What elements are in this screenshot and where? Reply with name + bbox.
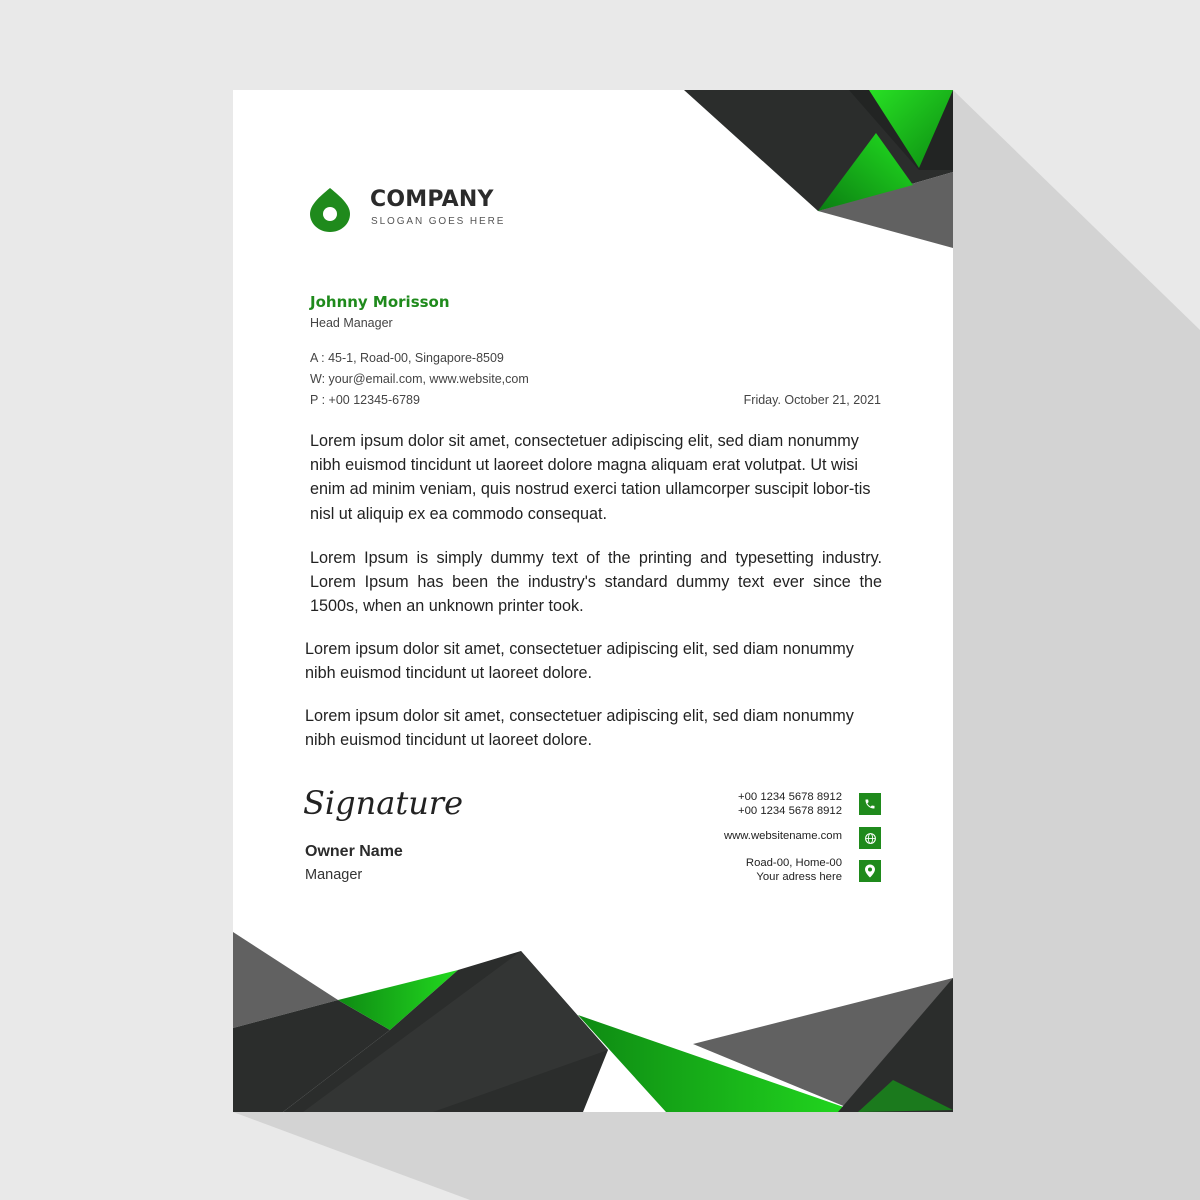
body-paragraph-4: Lorem ipsum dolor sit amet, consectetuer adipiscing elit, sed diam nonummy nibh euismod tincidunt ut laoreet dolore. [305,707,854,750]
body-paragraph-3: Lorem ipsum dolor sit amet, consectetuer adipiscing elit, sed diam nonummy nibh euismod tincidunt ut laoreet dolore. [305,640,854,683]
signature: Signature [303,784,464,822]
company-name: COMPANY [370,187,494,212]
company-logo-icon [309,187,351,233]
globe-icon [859,827,881,849]
contact-phone-1: +00 1234 5678 8912 [738,791,842,803]
letter-date: Friday. October 21, 2021 [743,393,881,407]
contact-address [746,857,842,884]
contact-website: www.websitename.com [723,830,842,842]
sender-name: Johnny Morisson [310,293,450,311]
sender-title: Head Manager [310,316,393,330]
body-paragraph-1: Lorem ipsum dolor sit amet, consectetuer adipiscing elit, sed diam nonummy nibh euismod tincidunt ut laoreet dolore magna aliquam erat volutpat. Ut wisi enim ad minim veniam, quis nostrud exerci tation ullamcorper suscipit lobor-tis nisl ut aliquip ex ea commodo consequat. [310,432,871,523]
letterhead-page [233,90,953,1112]
company-slogan: SLOGAN GOES HERE [371,216,506,227]
owner-name: Owner Name [305,843,403,860]
contact-phone-2: +00 1234 5678 8912 [738,804,842,817]
location-pin-icon [859,860,881,882]
body-paragraph-2: Lorem Ipsum is simply dummy text of the printing and typesetting industry. Lorem Ipsum has been the industry's standard dummy text ever since the 1500s, when an unknown printer took. [310,549,882,616]
owner-role: Manager [305,867,363,883]
contact-phone-numbers [738,791,842,818]
contact-address-1: Road-00, Home-00 [745,857,842,869]
sender-phone: P : +00 12345-6789 [310,393,420,407]
phone-icon [859,793,881,815]
sender-web: W: your@email.com, www.website,com [310,372,529,386]
contact-address-2: Your adress here [756,870,842,883]
sender-address: A : 45-1, Road-00, Singapore-8509 [310,351,504,365]
